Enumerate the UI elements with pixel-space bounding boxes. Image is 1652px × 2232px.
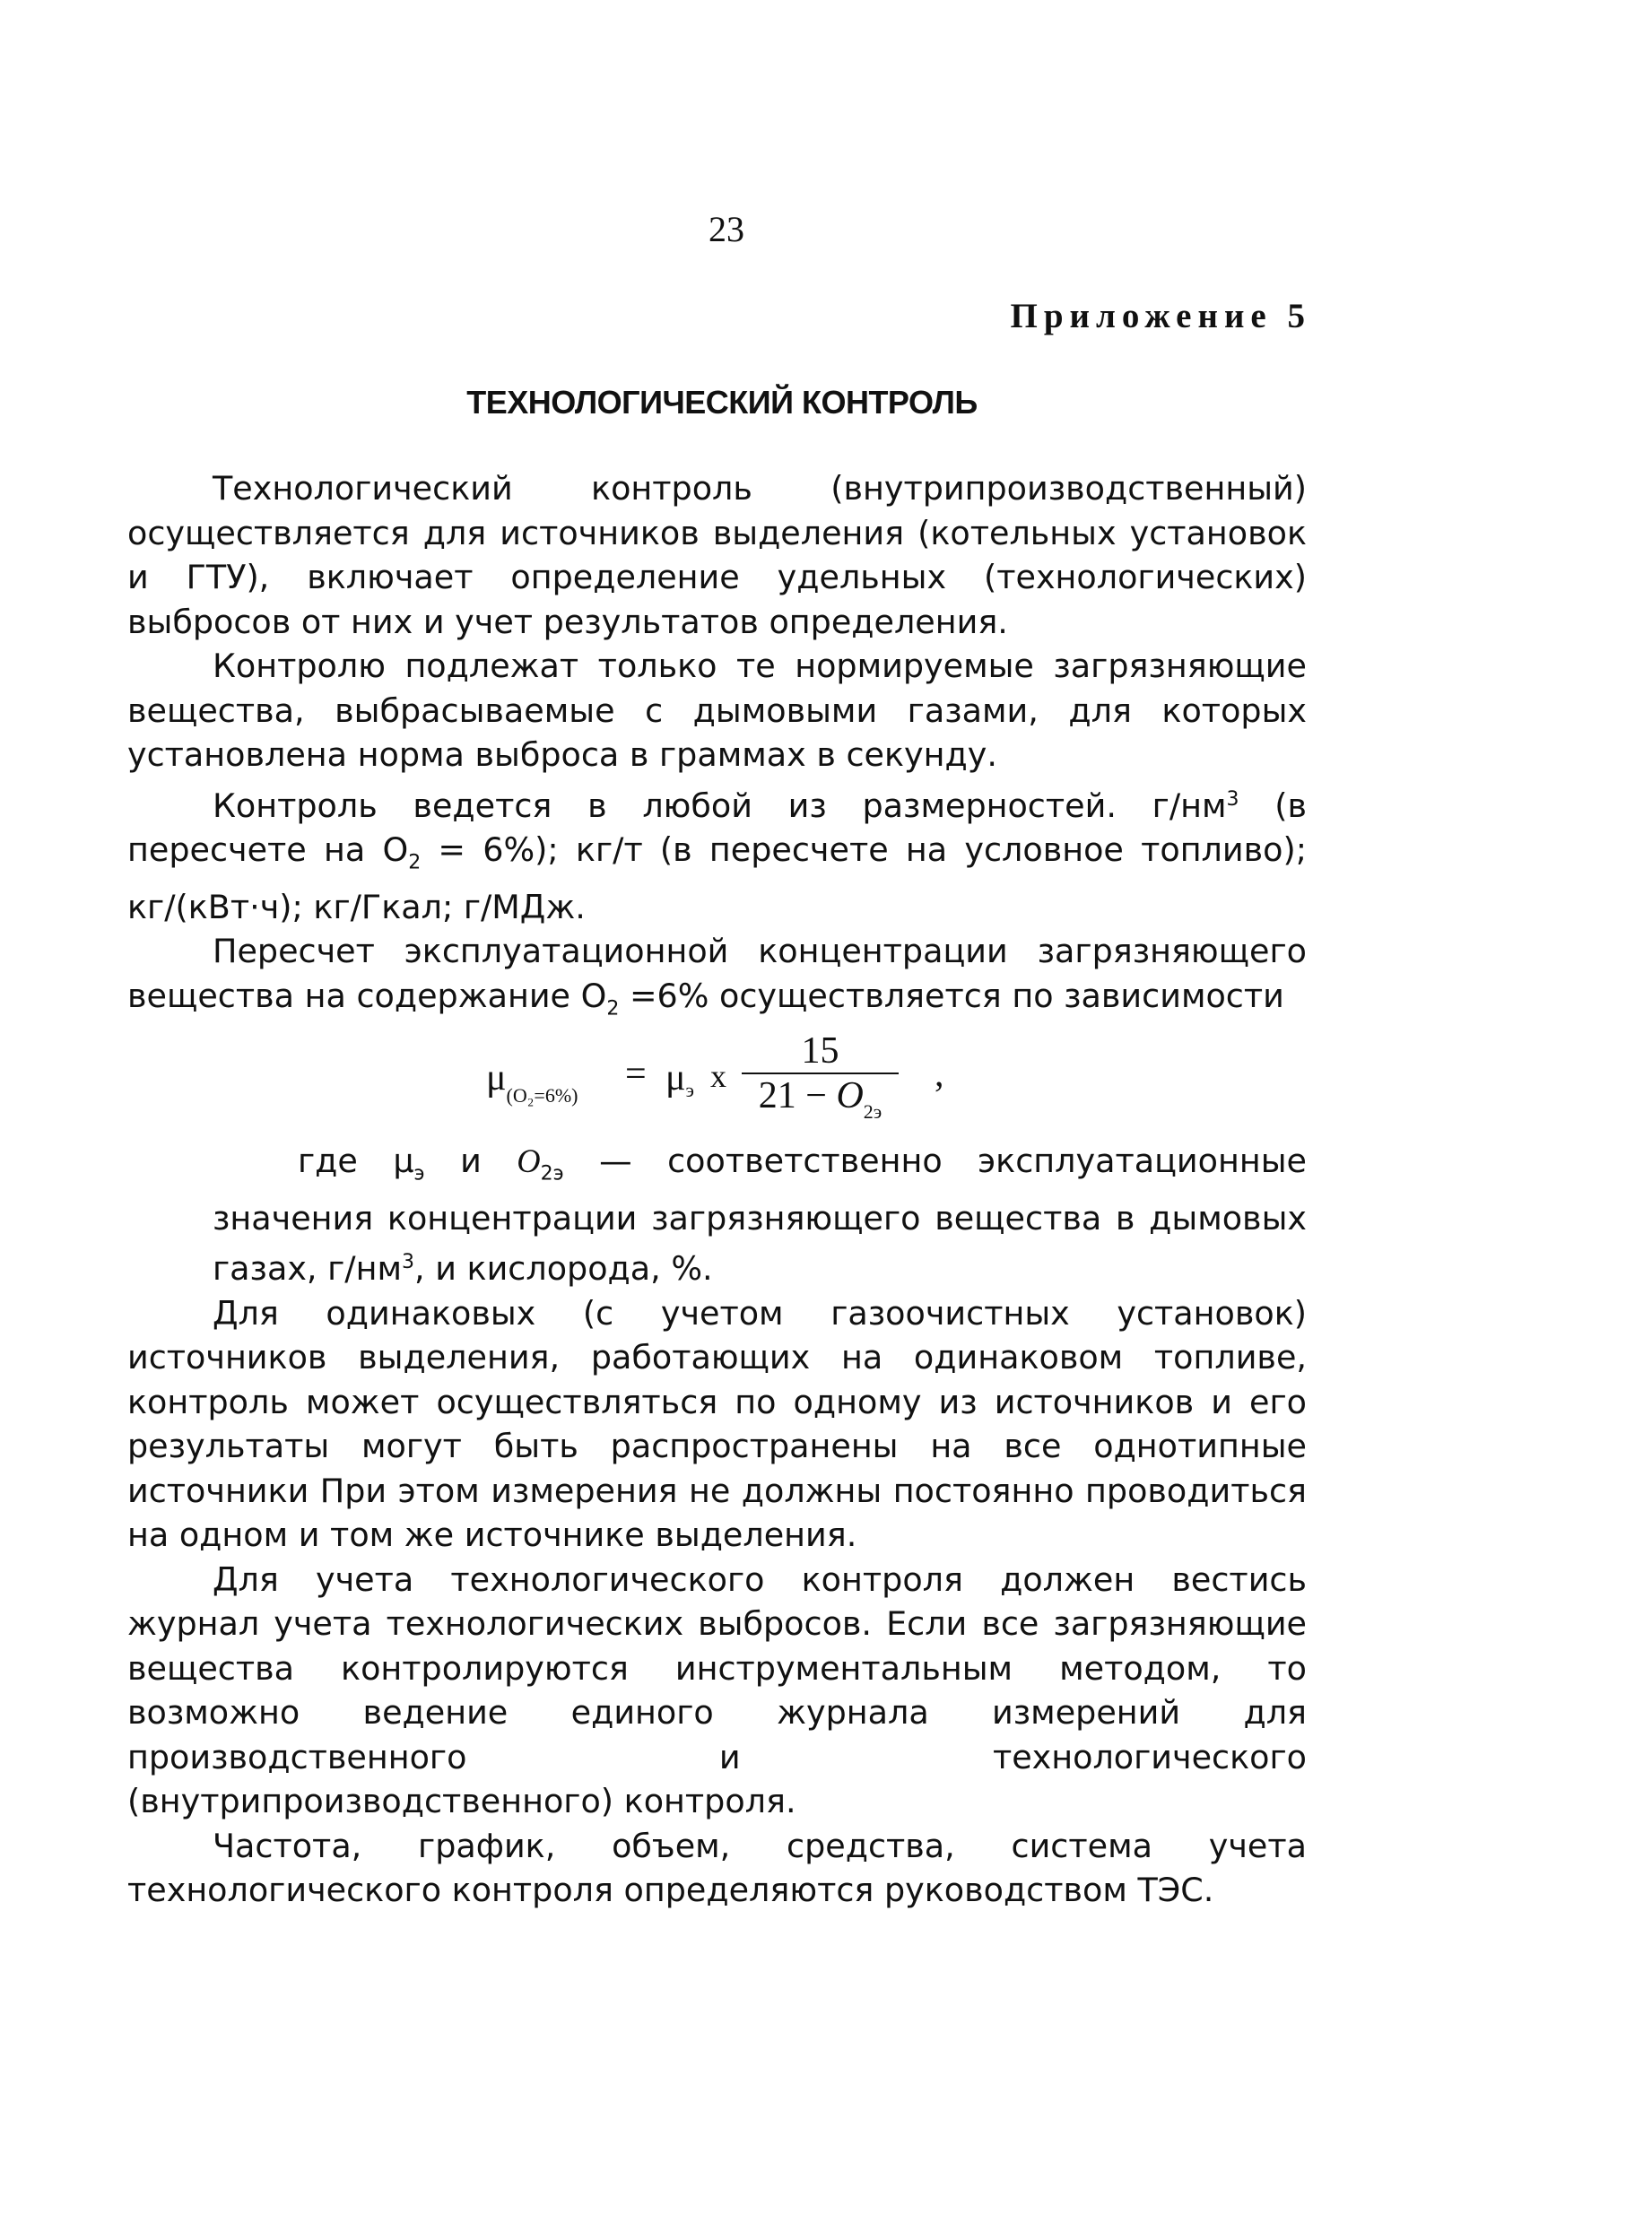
where-clause [127, 1139, 1307, 1291]
paragraph-7: Для учета технологического контроля должен вестись журнал учета технологических выбросов. Если все загрязняющие вещества контролируются инструментальным методом, то возможно ведение единого журнала измерений для производственного и технологического (внутрипроизводственного) контроля. [127, 1559, 1307, 1821]
formula-mu-e [665, 1056, 694, 1113]
appendix-label: Приложение 5 [1010, 297, 1311, 335]
formula-mu-symbol: μ [665, 1056, 686, 1099]
paragraph-4-part-a: Пересчет эксплуатационной концентрации загрязняющего вещества на содержание О [127, 932, 1307, 1015]
body-text [127, 466, 1307, 1913]
paragraph-4 [127, 929, 1307, 1030]
formula-times: x [710, 1057, 726, 1094]
formula-lhs-sub: (O₂=6%) [506, 1083, 578, 1107]
where-text-b: , и кислорода, %. [414, 1249, 713, 1289]
formula-denominator [742, 1074, 899, 1133]
formula-denominator-var: O [836, 1074, 864, 1116]
paragraph-8: Частота, график, объем, средства, система учета технологического контроля определяются руководством ТЭС. [127, 1826, 1307, 1910]
formula-numerator: 15 [742, 1031, 899, 1074]
paragraph-3-part-a: Контроль ведется в любой из размерностей. г/нм [213, 786, 1227, 825]
paragraph-4-part-b: =6% осуществляется по зависимости [619, 976, 1284, 1015]
where-text-a: — соответственно эксплуатационные значения концентрации загрязняющего вещества в дымовых газах, г/нм [213, 1141, 1307, 1289]
where-text-sup: 3 [402, 1251, 414, 1274]
where-var: O [517, 1142, 541, 1179]
formula [127, 1031, 1307, 1139]
paragraph-2: Контролю подлежат только те нормируемые загрязняющие вещества, выбрасываемые с дымовыми газами, для которых установлена норма выброса в граммах в секунду. [127, 647, 1307, 774]
where-and: и [424, 1141, 517, 1180]
paragraph-3-part-b: (в пересчете на О [127, 786, 1307, 870]
paragraph-4-sub: 2 [606, 997, 620, 1020]
paragraph-1: Технологический контроль (внутрипроизводственный) осуществляется для источников выделения (котельных установок и ГТУ), включает определение удельных (технологических) выбросов от них и учет результатов определения. [127, 469, 1307, 641]
page-number: 23 [709, 209, 744, 249]
formula-lhs [486, 1056, 578, 1118]
paragraph-6: Для одинаковых (с учетом газоочистных установок) источников выделения, работающих на одинаковом топливе, контроль может осуществляться по одному из источников и его результаты могут быть распространены на все однотипные источники При этом измерения не должны постоянно проводиться на одном и том же источнике выделения. [127, 1293, 1307, 1555]
where-lead-sub: э [413, 1162, 425, 1185]
where-lead: где μ [298, 1141, 414, 1180]
where-var-sub: 2э [540, 1162, 564, 1185]
formula-fraction [742, 1031, 899, 1133]
formula-denominator-sub: 2э [863, 1099, 883, 1123]
paragraph-3-sub: 2 [408, 851, 422, 874]
formula-equals: = [625, 1053, 647, 1095]
formula-lhs-symbol: μ [486, 1056, 507, 1099]
paragraph-3-part-c: = 6%); кг/т (в пересчете на условное топливо); кг/(кВт·ч); кг/Гкал; г/МДж. [127, 830, 1307, 926]
formula-denominator-prefix: 21 − [758, 1074, 837, 1116]
section-title: ТЕХНОЛОГИЧЕСКИЙ КОНТРОЛЬ [466, 384, 978, 421]
paragraph-3 [127, 777, 1307, 930]
paragraph-3-sup: 3 [1226, 787, 1239, 811]
formula-comma: , [935, 1053, 944, 1095]
formula-mu-sub: э [685, 1078, 694, 1101]
